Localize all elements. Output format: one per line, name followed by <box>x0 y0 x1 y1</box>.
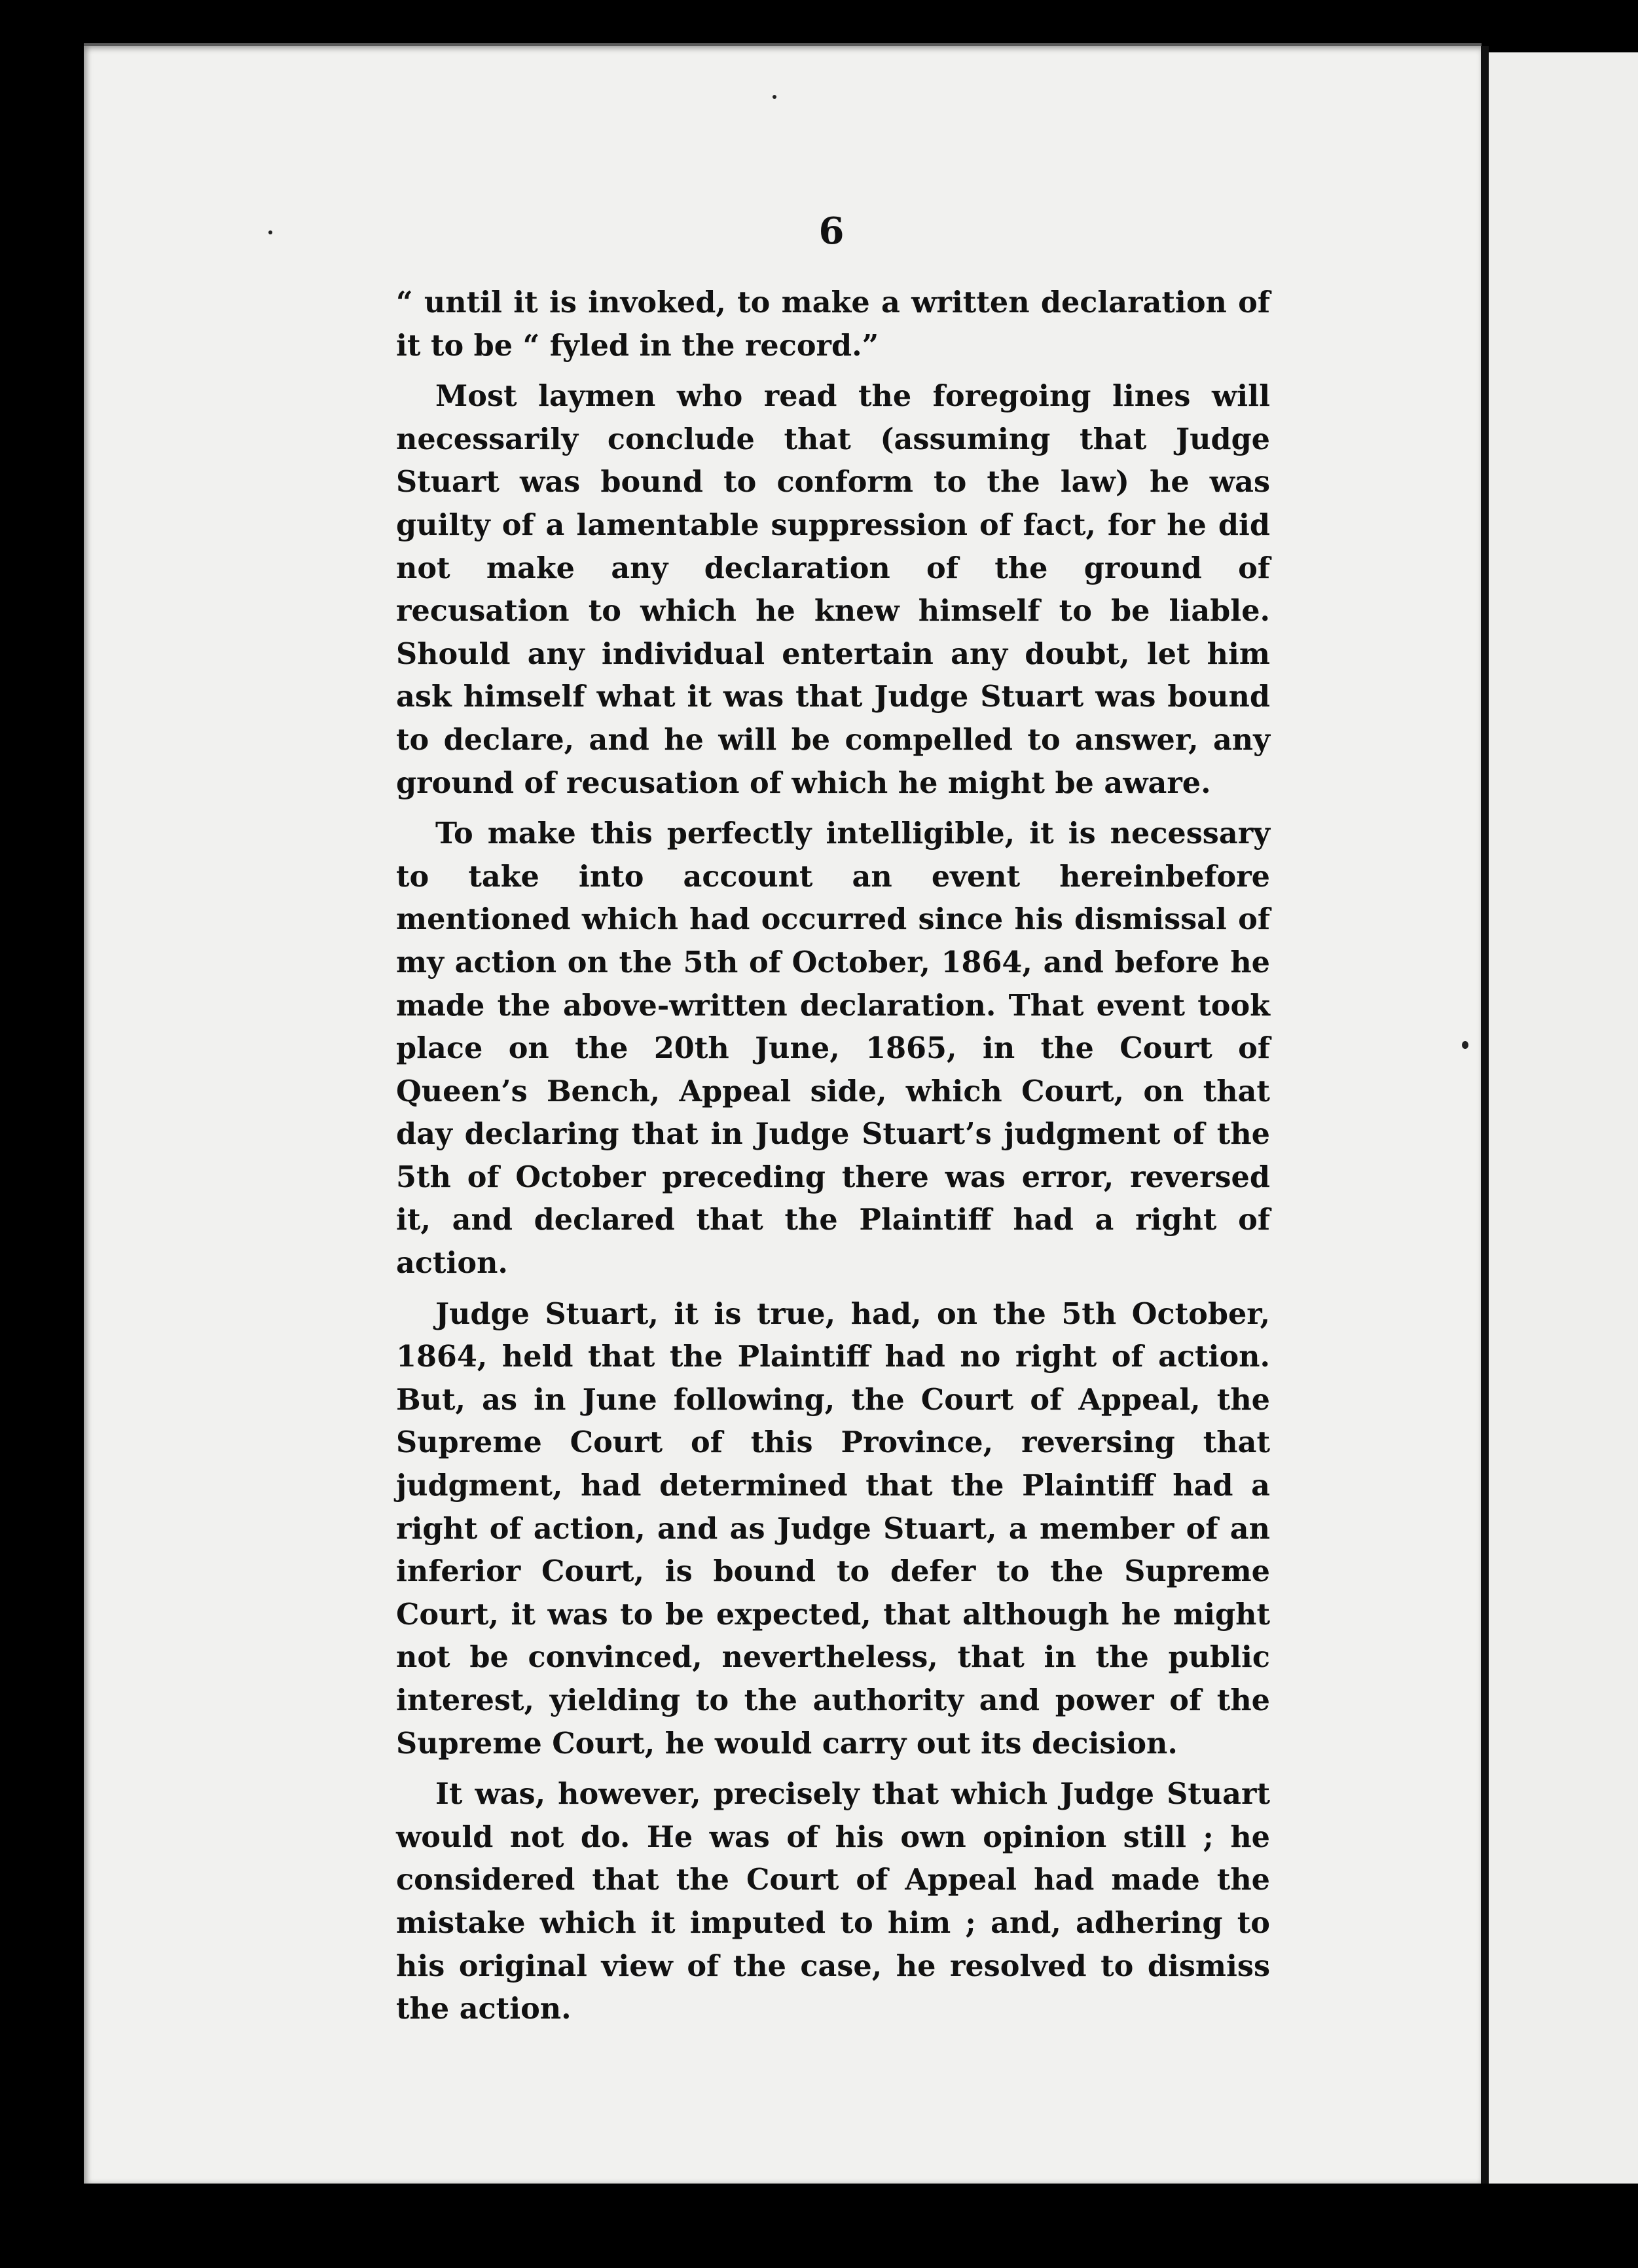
ink-speck <box>268 230 272 234</box>
paragraph-1: “ until it is invoked, to make a written declaration of it to be “ fyled in the record.” <box>396 285 1270 363</box>
paragraph-2: Most laymen who read the foregoing lines will necessarily conclude that (assuming that Judge Stuart was bound to conform to the law) he was guilty of a lamentable suppression of fact, for he did not make any declaration of the ground of recusation to which he knew himself to be liable. Should any individual entertain any doubt, let him ask himself what it was that Judge Stuart was bound to declare, and he will be compelled to answer, any ground of recusation of which he might be aware. <box>396 379 1270 800</box>
adjacent-page <box>1489 52 1638 2184</box>
paragraph-3: To make this perfectly intelligible, it is necessary to take into account an event hereinbefore mentioned which had occurred since his dismissal of my action on the 5th of October, 1864, and before he made the above-written declaration. That event took place on the 20th June, 1865, in the Court of Queen’s Bench, Appeal side, which Court, on that day declaring that in Judge Stuart’s judgment of the 5th of October preceding there was error, reversed it, and declared that the Plaintiff had a right of action. <box>396 816 1270 1281</box>
ink-speck <box>773 95 776 99</box>
body-text <box>396 282 1270 2039</box>
paragraph-4: Judge Stuart, it is true, had, on the 5th October, 1864, held that the Plaintiff had no right of action. But, as in June following, the Court of Appeal, the Supreme Court of this Province, reversing that judgment, had determined that the Plaintiff had a right of action, and as Judge Stuart, a member of an inferior Court, is bound to defer to the Supreme Court, it was to be expected, that although he might not be convinced, nevertheless, that in the public interest, yielding to the authority and power of the Supreme Court, he would carry out its decision. <box>396 1296 1270 1761</box>
ink-speck <box>1462 1041 1468 1049</box>
page-number: 6 <box>818 210 845 253</box>
page-gutter <box>1481 46 1489 2184</box>
paragraph-5: It was, however, precisely that which Judge Stuart would not do. He was of his own opinion still ; he considered that the Court of Appeal had made the mistake which it imputed to him ; and, adhering to his original view of the case, he resolved to dismiss the action. <box>396 1777 1270 2026</box>
